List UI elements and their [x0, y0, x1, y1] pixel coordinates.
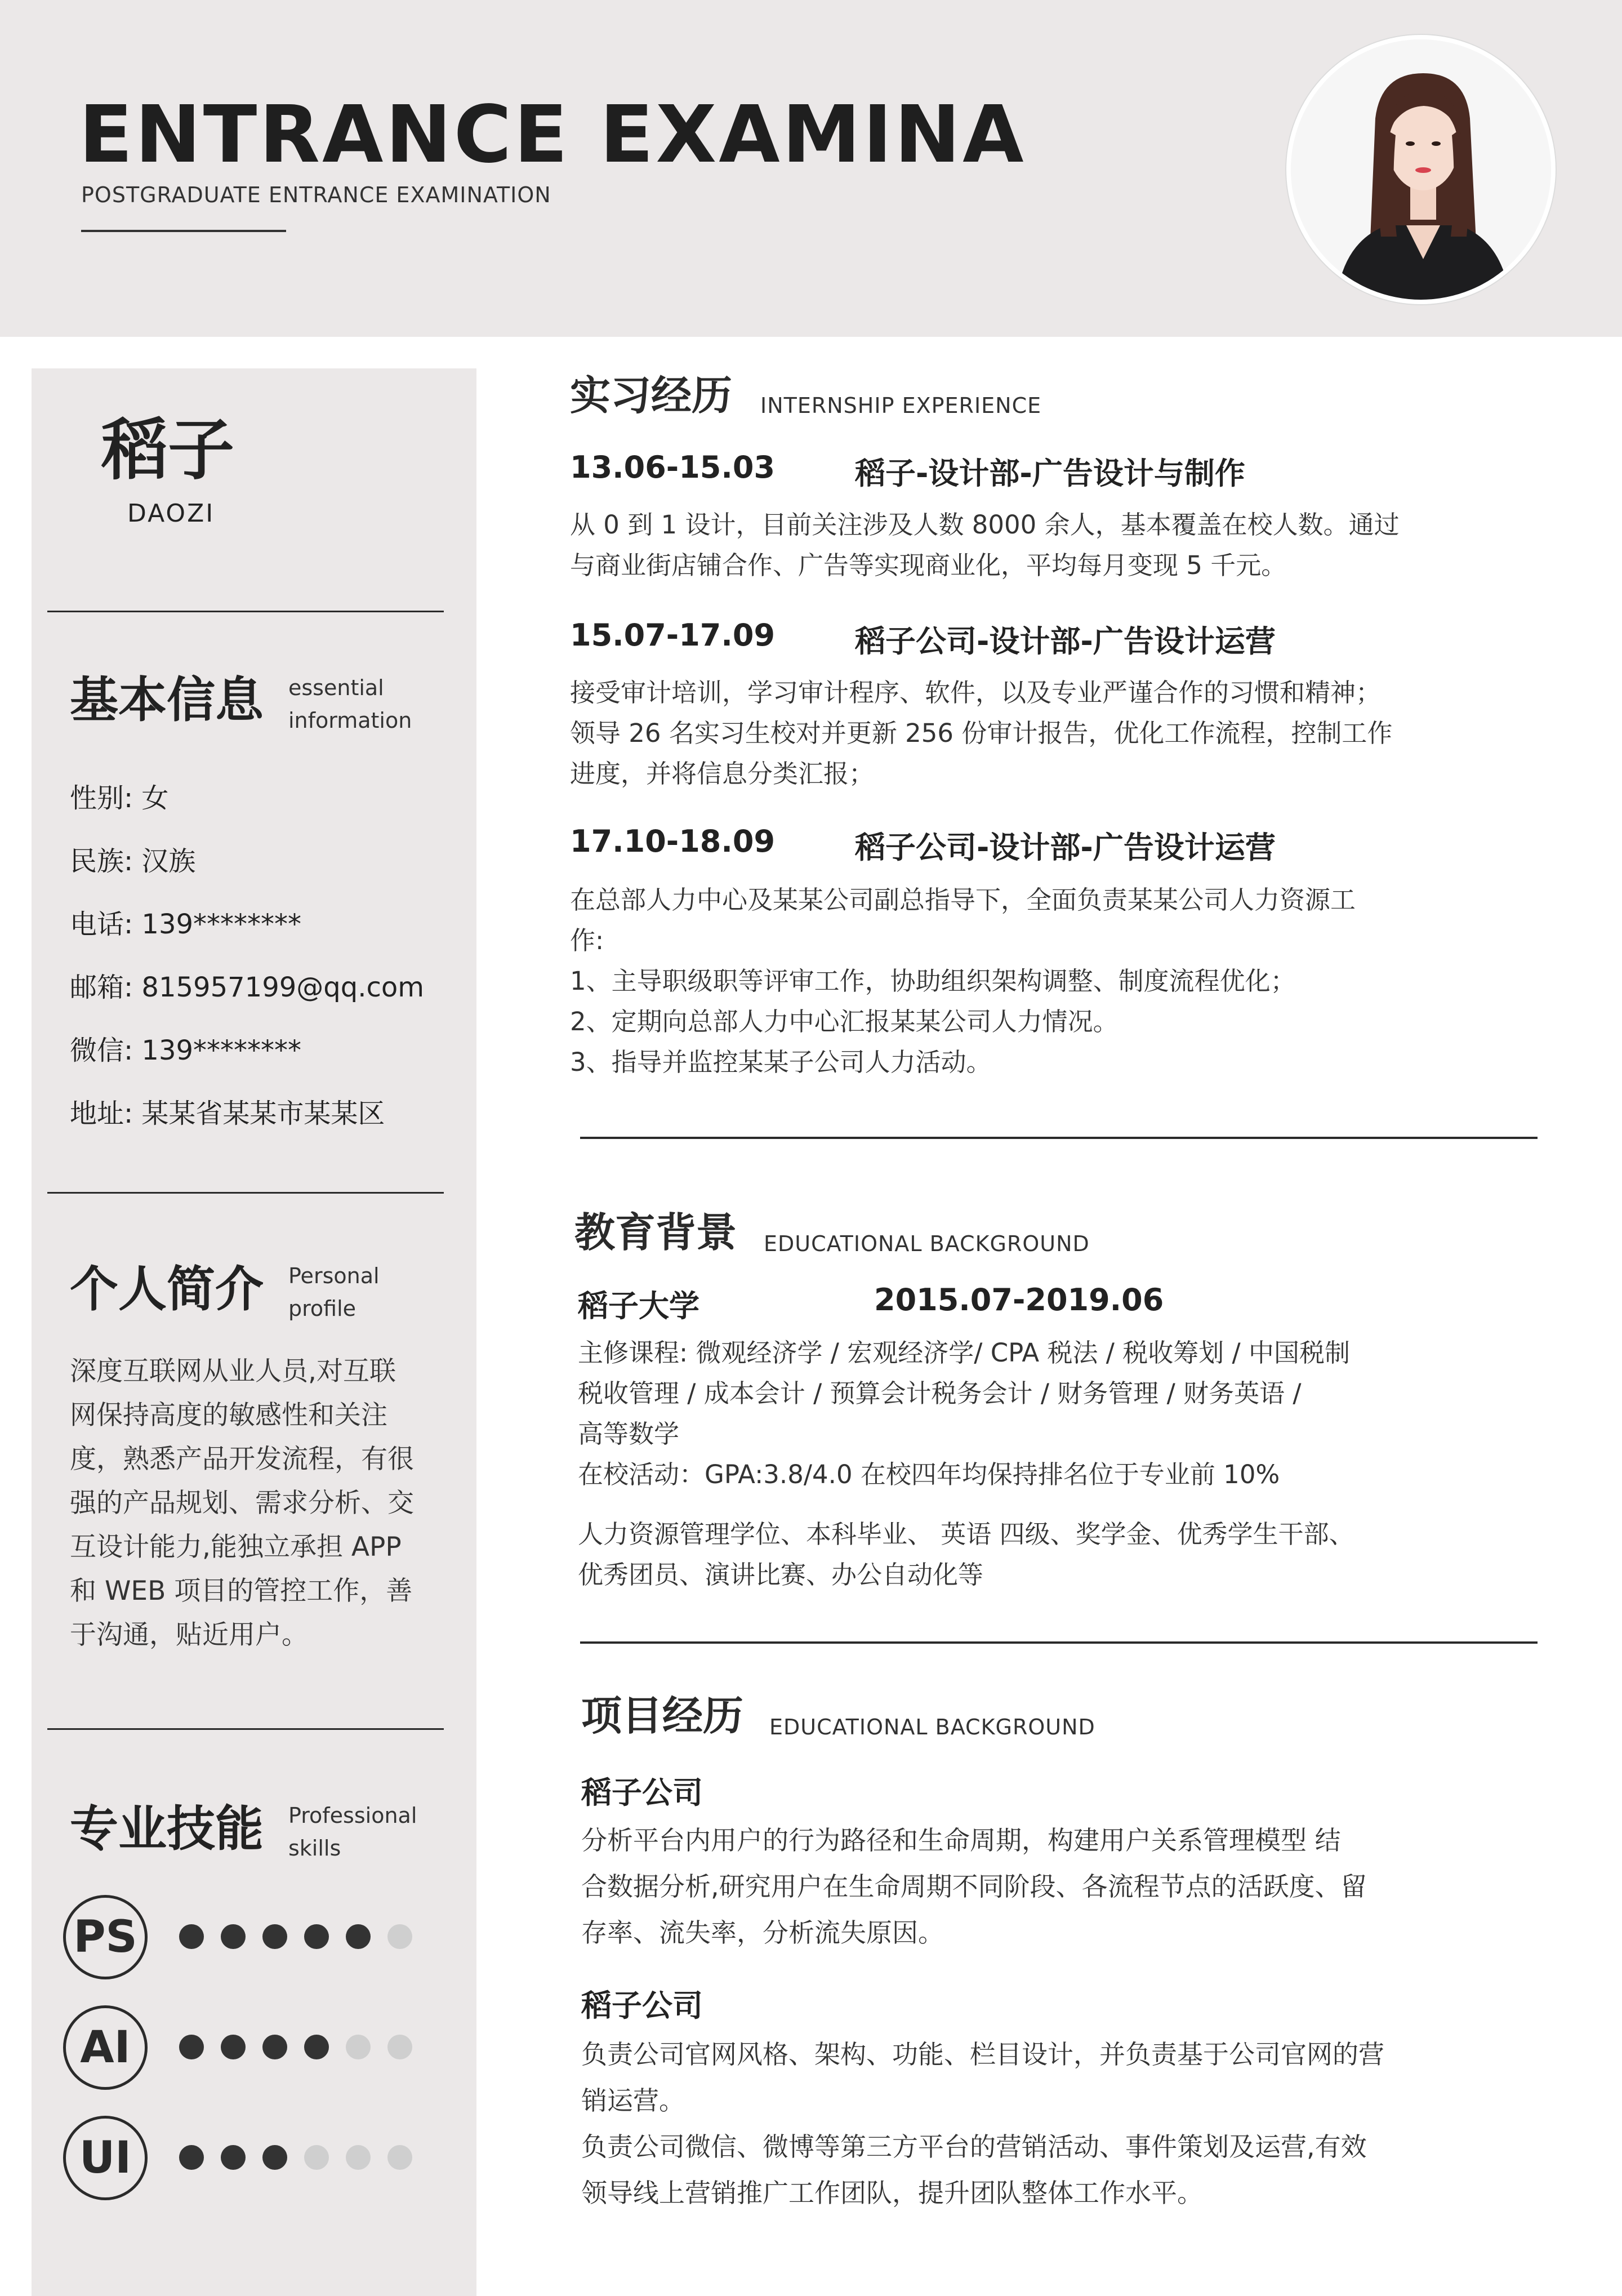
job-line: 领导 26 名实习生校对并更新 256 份审计报告，优化工作流程，控制工作	[570, 718, 1393, 748]
education-heading: 教育背景	[574, 1209, 737, 1256]
education-line: 税收管理 / 成本会计 / 预算会计税务会计 / 财务管理 / 财务英语 /	[578, 1378, 1302, 1408]
school-name: 稻子大学	[578, 1288, 699, 1324]
section-divider	[580, 1137, 1538, 1139]
skills-heading-en	[288, 1799, 417, 1865]
education-line: 主修课程: 微观经济学 / 宏观经济学/ CPA 税法 / 税收筹划 / 中国税制	[578, 1338, 1351, 1368]
project-description	[581, 1817, 1550, 1956]
intro-line: 互设计能力,能独立承担 APP	[70, 1532, 402, 1563]
education-line: 优秀团员、演讲比赛、办公自动化等	[578, 1560, 984, 1590]
page-title: ENTRANCE EXAMINA	[79, 89, 1026, 181]
info-ethnicity: 民族: 汉族	[70, 846, 196, 877]
intro-line: 和 WEB 项目的管控工作，善	[70, 1576, 413, 1607]
info-address: 地址: 某某省某某市某某区	[70, 1098, 385, 1129]
job-line: 3、指导并监控某某子公司人力活动。	[570, 1047, 992, 1077]
projects-heading-en: EDUCATIONAL BACKGROUND	[769, 1715, 1095, 1739]
info-phone: 电话: 139********	[70, 909, 302, 940]
section-divider	[580, 1641, 1538, 1644]
intro-line: 于沟通，贴近用户。	[70, 1619, 308, 1650]
projects-heading: 项目经历	[581, 1692, 744, 1739]
job-line: 作:	[570, 925, 604, 955]
basic-info-heading-en-line1: essential	[288, 675, 384, 700]
skill-dot-empty	[346, 2035, 371, 2059]
job-line: 进度，并将信息分类汇报；	[570, 759, 875, 789]
skill-dots-ui	[179, 2145, 412, 2170]
skills-heading-en-line2: skills	[288, 1836, 341, 1861]
intro-line: 网保持高度的敏感性和关注	[70, 1400, 387, 1431]
project-line: 负责公司官网风格、架构、功能、栏目设计，并负责基于公司官网的营	[581, 2039, 1384, 2070]
skill-dot-empty	[387, 2035, 412, 2059]
job-date: 15.07-17.09	[570, 617, 776, 653]
name-english: DAOZI	[127, 499, 215, 528]
intro-line: 强的产品规划、需求分析、交	[70, 1488, 414, 1519]
job-role: 稻子公司-设计部-广告设计运营	[855, 830, 1276, 865]
project-name: 稻子公司	[581, 1988, 703, 2023]
project-line: 存率、流失率，分析流失原因。	[581, 1917, 944, 1948]
job-line: 2、定期向总部人力中心汇报某某公司人力情况。	[570, 1007, 1119, 1036]
skill-badge-ui: UI	[63, 2116, 148, 2200]
intro-heading: 个人简介	[70, 1261, 264, 1318]
education-line: 在校活动：GPA:3.8/4.0 在校四年均保持排名位于专业前 10%	[578, 1460, 1280, 1489]
skill-dot-empty	[387, 1924, 412, 1949]
job-role: 稻子公司-设计部-广告设计运营	[855, 624, 1276, 659]
project-line: 负责公司微信、微博等第三方平台的营销活动、事件策划及运营,有效	[581, 2132, 1367, 2162]
skill-badge-ai: AI	[63, 2005, 148, 2090]
project-line: 销运营。	[581, 2085, 685, 2116]
skill-dot-filled	[179, 2145, 204, 2170]
skill-dot-filled	[262, 2145, 287, 2170]
skill-dot-filled	[304, 1924, 329, 1949]
skill-badge-ps: PS	[63, 1895, 148, 1979]
job-line: 与商业街店铺合作、广告等实现商业化，平均每月变现 5 千元。	[570, 550, 1287, 580]
intro-text	[70, 1350, 430, 1657]
skill-dots-ai	[179, 2035, 412, 2059]
skill-dot-filled	[304, 2035, 329, 2059]
intro-line: 度，熟悉产品开发流程，有很	[70, 1444, 414, 1475]
skills-heading: 专业技能	[70, 1801, 264, 1857]
name-chinese: 稻子	[101, 411, 235, 489]
internship-heading: 实习经历	[570, 372, 733, 419]
education-details	[578, 1333, 1547, 1495]
job-line: 从 0 到 1 设计，目前关注涉及人数 8000 余人，基本覆盖在校人数。通过	[570, 510, 1400, 540]
skill-dots-ps	[179, 1924, 412, 1949]
info-wechat: 微信: 139********	[70, 1035, 302, 1066]
job-line: 在总部人力中心及某某公司副总指导下，全面负责某某公司人力资源工	[570, 885, 1356, 915]
skill-dot-filled	[179, 2035, 204, 2059]
job-description	[570, 673, 1539, 794]
project-line: 合数据分析,研究用户在生命周期不同阶段、各流程节点的活跃度、留	[581, 1871, 1367, 1902]
profile-photo	[1286, 35, 1556, 304]
skills-heading-en-line1: Professional	[288, 1803, 417, 1828]
internship-heading-en: INTERNSHIP EXPERIENCE	[760, 393, 1042, 418]
education-heading-en: EDUCATIONAL BACKGROUND	[764, 1231, 1090, 1256]
basic-info-heading-en-line2: information	[288, 708, 412, 733]
skill-dot-filled	[221, 1924, 246, 1949]
intro-heading-en-line2: profile	[288, 1296, 357, 1321]
project-name: 稻子公司	[581, 1775, 703, 1810]
school-period: 2015.07-2019.06	[874, 1282, 1164, 1318]
sidebar-divider	[47, 1192, 444, 1194]
basic-info-heading: 基本信息	[70, 672, 264, 728]
job-date: 17.10-18.09	[570, 824, 776, 859]
portrait-image	[1291, 39, 1551, 300]
page-subtitle: POSTGRADUATE ENTRANCE EXAMINATION	[81, 183, 551, 207]
intro-line: 深度互联网从业人员,对互联	[70, 1356, 396, 1387]
education-honors	[578, 1514, 1547, 1595]
info-gender: 性别: 女	[70, 782, 169, 814]
education-line: 人力资源管理学位、本科毕业、 英语 四级、奖学金、优秀学生干部、	[578, 1519, 1354, 1549]
skill-dot-filled	[262, 2035, 287, 2059]
info-email: 邮箱: 815957199@qq.com	[70, 972, 424, 1003]
skill-dot-empty	[346, 2145, 371, 2170]
skill-dot-filled	[179, 1924, 204, 1949]
education-line: 高等数学	[578, 1419, 680, 1449]
job-role: 稻子-设计部-广告设计与制作	[855, 456, 1245, 491]
project-description	[581, 2031, 1550, 2216]
job-line: 接受审计培训，学习审计程序、软件，以及专业严谨合作的习惯和精神；	[570, 678, 1382, 708]
job-description	[570, 880, 1539, 1083]
skill-dot-filled	[346, 1924, 371, 1949]
intro-heading-en	[288, 1260, 380, 1325]
job-date: 13.06-15.03	[570, 450, 776, 485]
skill-dot-filled	[221, 2145, 246, 2170]
skill-dot-filled	[262, 1924, 287, 1949]
sidebar-divider	[47, 611, 444, 612]
basic-info-heading-en	[288, 671, 412, 737]
skill-dot-filled	[221, 2035, 246, 2059]
job-line: 1、主导职级职等评审工作，协助组织架构调整、制度流程优化；	[570, 966, 1296, 996]
project-line: 领导线上营销推广工作团队，提升团队整体工作水平。	[581, 2178, 1203, 2208]
skill-dot-empty	[387, 2145, 412, 2170]
title-underline	[81, 230, 286, 232]
job-description	[570, 505, 1539, 586]
project-line: 分析平台内用户的行为路径和生命周期，构建用户关系管理模型 结	[581, 1825, 1341, 1856]
sidebar-divider	[47, 1728, 444, 1730]
skill-dot-empty	[304, 2145, 329, 2170]
intro-heading-en-line1: Personal	[288, 1263, 380, 1288]
